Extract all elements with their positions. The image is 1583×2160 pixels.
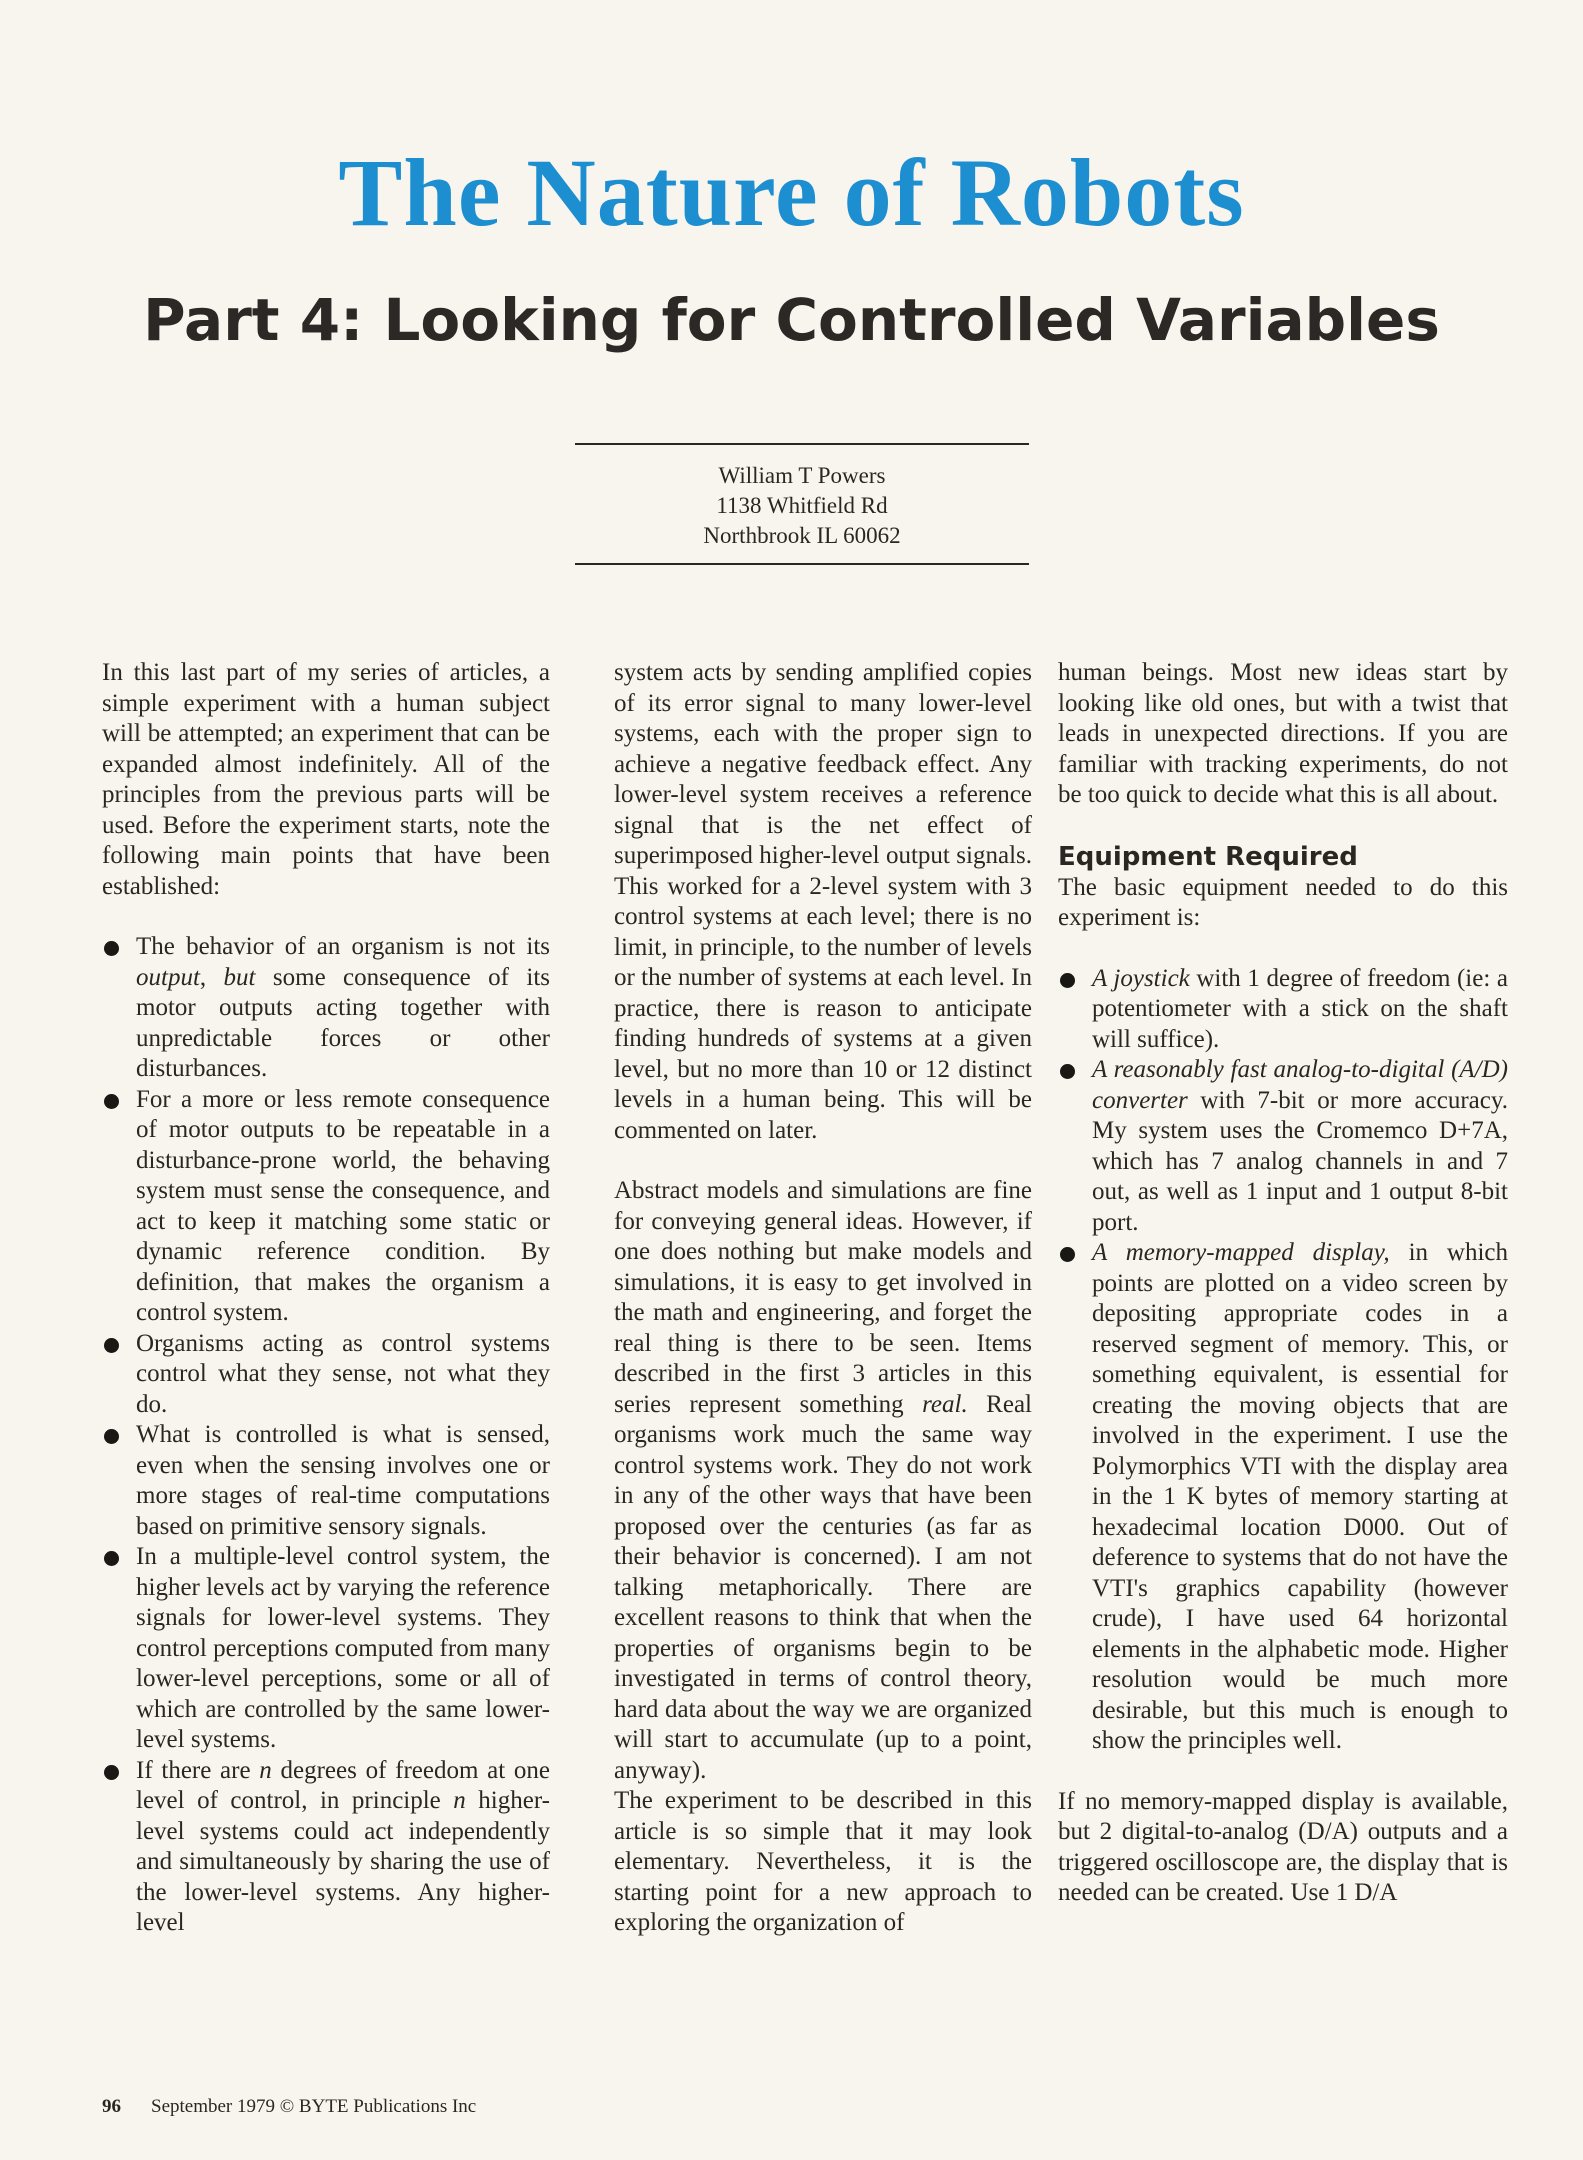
column-1 [102,658,550,1939]
list-item: In a multiple-level control system, the higher levels act by varying the reference signals for lower-level systems. They control perceptions computed from many lower-level perceptions, some or all of which are controlled by the same lower-level systems. [102,1542,550,1756]
bullet-icon [1060,1247,1075,1262]
body-paragraph: system acts by sending amplified copies of its error signal to many lower-level systems, each with the proper sign to achieve a negative feedback effect. Any lower-level system receives a reference signal that is the net effect of superimposed higher-level output signals. This worked for a 2-level system with 3 control systems at each level; there is no limit, in principle, to the number of levels or the number of systems at each level. In practice, there is reason to anticipate finding hundreds of systems at a given level, but no more than 10 or 12 distinct levels in a human being. This will be commented on later. [614,659,1032,1144]
bullet-icon [1060,973,1075,988]
body-paragraph: The experiment to be described in this article is so simple that it may look elementary. Nevertheless, it is the starting point for a new approach to exploring the organization of [614,1787,1032,1936]
page-number: 96 [102,2096,121,2117]
author-street: 1138 Whitfield Rd [716,493,888,518]
bullet-icon [104,1094,119,1109]
list-item: What is controlled is what is sensed, even when the sensing involves one or more stages of real-time computations based on primitive sensory signals. [102,1420,550,1542]
body-paragraph: Abstract models and simulations are fine for conveying general ideas. However, if one does nothing but make models and simulations, it is easy to get involved in the math and engineering, and forget the real thing is there to be seen. Items described in the first 3 articles in this series represent something real. Real organisms work much the same way control systems work. They do not work in any of the other ways that have been proposed over the centuries (as far as their behavior is concerned). I am not talking metaphorically. There are excellent reasons to think that when the properties of organisms begin to be investigated in terms of control theory, hard data about the way we are organized will start to accumulate (up to a point, anyway). [614,1177,1032,1784]
intro-paragraph: In this last part of my series of articles, a simple experiment with a human subject will be attempted; an experiment that can be expanded almost indefinitely. All of the principles from the previous parts will be used. Before the experiment starts, note the following main points that have been established: [102,659,550,900]
equipment-list [1058,964,1508,1757]
section-heading: Equipment Required [1058,841,1358,872]
body-paragraph: human beings. Most new ideas start by looking like old ones, but with a twist that leads in unexpected directions. If you are familiar with tracking experiments, do not be too quick to decide what this is all about. [1058,659,1508,808]
article-subtitle: Part 4: Looking for Controlled Variables [143,286,1440,354]
footer-credit: September 1979 © BYTE Publications Inc [151,2096,477,2117]
list-item: A reasonably fast analog-to-digital (A/D) converter with 7-bit or more accuracy. My system uses the Cromemco D+7A, which has 7 analog channels in and 7 out, as well as 1 input and 1 output 8-bit port. [1058,1055,1508,1238]
list-item: A joystick with 1 degree of freedom (ie: a potentiometer with a stick on the shaft will suffice). [1058,964,1508,1056]
bullet-icon [104,1765,119,1780]
body-paragraph: If no memory-mapped display is available, but 2 digital-to-analog (D/A) outputs and a triggered oscilloscope are, the display that is needed can be created. Use 1 D/A [1058,1787,1508,1906]
list-item: A memory-mapped display, in which points are plotted on a video screen by depositing appropriate codes in a reserved segment of memory. This, or something equivalent, is essential for creating the moving objects that are involved in the experiment. I use the Polymorphics VTI with the display area in the 1 K bytes of memory starting at hexadecimal location D000. Out of deference to systems that do not have the VTI's graphics capability (however crude), I have used 64 horizontal elements in the alphabetic mode. Higher resolution would be much more desirable, but this much is enough to show the principles well. [1058,1238,1508,1757]
list-item: For a more or less remote consequence of motor outputs to be repeatable in a disturbance-prone world, the behaving system must sense the consequence, and act to keep it matching some static or dynamic reference condition. By definition, that makes the organism a control system. [102,1085,550,1329]
author-byline [575,443,1029,565]
bullet-icon [104,941,119,956]
list-item: Organisms acting as control systems control what they sense, not what they do. [102,1329,550,1421]
page-footer [102,2095,476,2119]
body-paragraph: The basic equipment needed to do this experiment is: [1058,873,1508,931]
article-title: The Nature of Robots [338,139,1245,246]
bullet-icon [104,1551,119,1566]
list-item: The behavior of an organism is not its output, but some consequence of its motor outputs acting together with unpredictable forces or other disturbances. [102,932,550,1085]
bullet-icon [104,1429,119,1444]
bullet-icon [104,1338,119,1353]
bullet-icon [1060,1064,1075,1079]
main-points-list [102,932,550,1939]
list-item: If there are n degrees of freedom at one level of control, in principle n higher-level systems could act independently and simultaneously by sharing the use of the lower-level systems. Any higher-level [102,1756,550,1939]
author-city: Northbrook IL 60062 [703,523,901,548]
column-3 [1058,658,1508,1909]
column-2 [614,658,1032,1939]
author-name: William T Powers [718,463,886,488]
